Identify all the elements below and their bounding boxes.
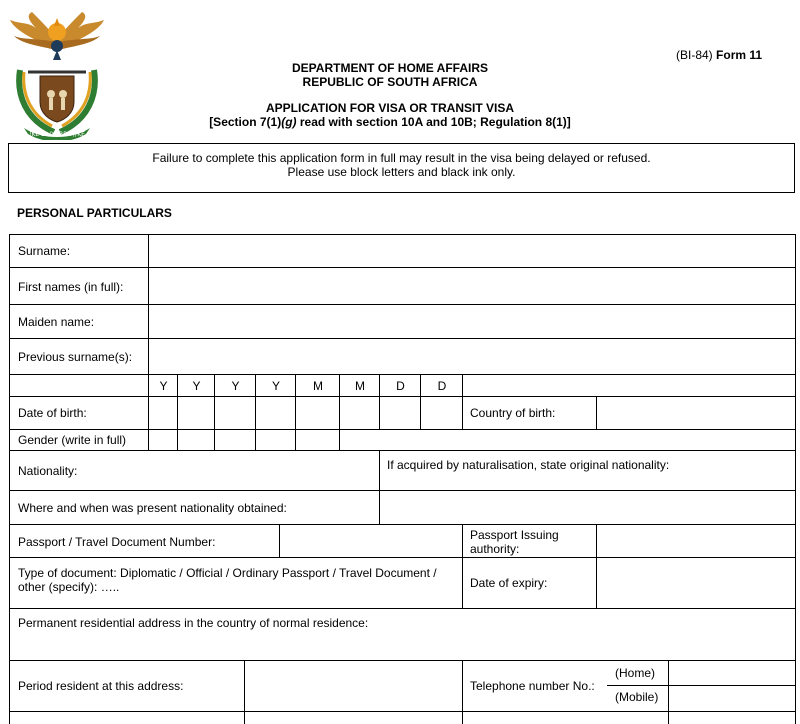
gender-label: Gender (write in full) (18, 433, 127, 447)
doc-type-label-1: Type of document: Diplomatic / Official / Ordinary Passport / Travel Document / (18, 566, 437, 580)
department-title: DEPARTMENT OF HOME AFFAIRS (292, 61, 488, 75)
legal-reference (150, 115, 630, 129)
date-of-expiry-label: Date of expiry: (470, 576, 548, 590)
date-of-expiry-input[interactable] (597, 558, 795, 608)
permanent-address-label: Permanent residential address in the country of normal residence: (18, 616, 369, 630)
home-label: (Home) (615, 666, 656, 680)
period-resident-label: Period resident at this address: (18, 679, 184, 693)
first-names-input[interactable] (149, 268, 795, 304)
date-header-3: Y (271, 379, 280, 393)
date-header-7: D (437, 379, 447, 393)
country-of-birth-label: Country of birth: (470, 406, 556, 420)
country-of-birth-input[interactable] (597, 397, 795, 429)
republic-title: REPUBLIC OF SOUTH AFRICA (302, 75, 478, 89)
passport-number-label: Passport / Travel Document Number: (18, 535, 216, 549)
date-header-1: Y (192, 379, 201, 393)
notice-line-1: Failure to complete this application form in full may result in the visa being delayed or refused. (152, 151, 651, 165)
permanent-address-input[interactable] (10, 632, 795, 659)
maiden-name-input[interactable] (149, 305, 795, 338)
mobile-phone-input[interactable] (669, 686, 795, 711)
surname-input[interactable] (149, 235, 795, 267)
maiden-name-label: Maiden name: (18, 315, 95, 329)
original-nationality-label: If acquired by naturalisation, state original nationality: (387, 458, 670, 472)
form-code-prefix: (BI-84) (676, 48, 713, 62)
home-phone-input[interactable] (669, 661, 795, 685)
previous-surnames-input[interactable] (149, 339, 795, 374)
notice-line-2: Please use block letters and black ink only. (287, 165, 516, 179)
passport-authority-label-2: authority: (470, 542, 520, 556)
passport-authority-input[interactable] (597, 525, 795, 557)
mobile-label: (Mobile) (615, 690, 659, 704)
telephone-label: Telephone number No.: (470, 679, 595, 693)
gender-input[interactable] (149, 430, 380, 450)
passport-authority-label-1: Passport Issuing (470, 528, 559, 542)
legal-ref-post: read with section 10A and 10B; Regulation 8(1)] (296, 115, 571, 129)
nationality-obtained-label: Where and when was present nationality obtained: (18, 501, 287, 515)
previous-surnames-label: Previous surname(s): (18, 350, 133, 364)
date-of-birth-label: Date of birth: (18, 406, 87, 420)
nationality-obtained-input[interactable] (380, 491, 795, 524)
section-title: PERSONAL PARTICULARS (17, 206, 172, 220)
motto-text: !KE E: /XARRA //KE (29, 131, 85, 138)
legal-ref-pre: [Section 7(1) (209, 115, 282, 129)
date-header-2: Y (231, 379, 240, 393)
date-header-4: M (313, 379, 323, 393)
date-header-5: M (355, 379, 365, 393)
notice-box (8, 143, 795, 193)
date-of-birth-input[interactable] (149, 397, 462, 429)
form-title: APPLICATION FOR VISA OR TRANSIT VISA (265, 101, 514, 115)
coat-of-arms-logo (6, 10, 108, 140)
shield (40, 76, 74, 122)
first-names-label: First names (in full): (18, 280, 124, 294)
date-header-0: Y (159, 379, 168, 393)
passport-number-input[interactable] (280, 525, 462, 557)
surname-label: Surname: (18, 244, 71, 258)
period-resident-input[interactable] (245, 661, 462, 711)
form-code (676, 48, 762, 62)
date-header-6: D (396, 379, 405, 393)
nationality-input[interactable] (10, 451, 379, 490)
nationality-label: Nationality: (18, 464, 78, 478)
form-number: Form 11 (716, 48, 763, 62)
legal-ref-italic: (g) (281, 115, 297, 129)
doc-type-label-2: other (specify): ….. (18, 580, 120, 594)
